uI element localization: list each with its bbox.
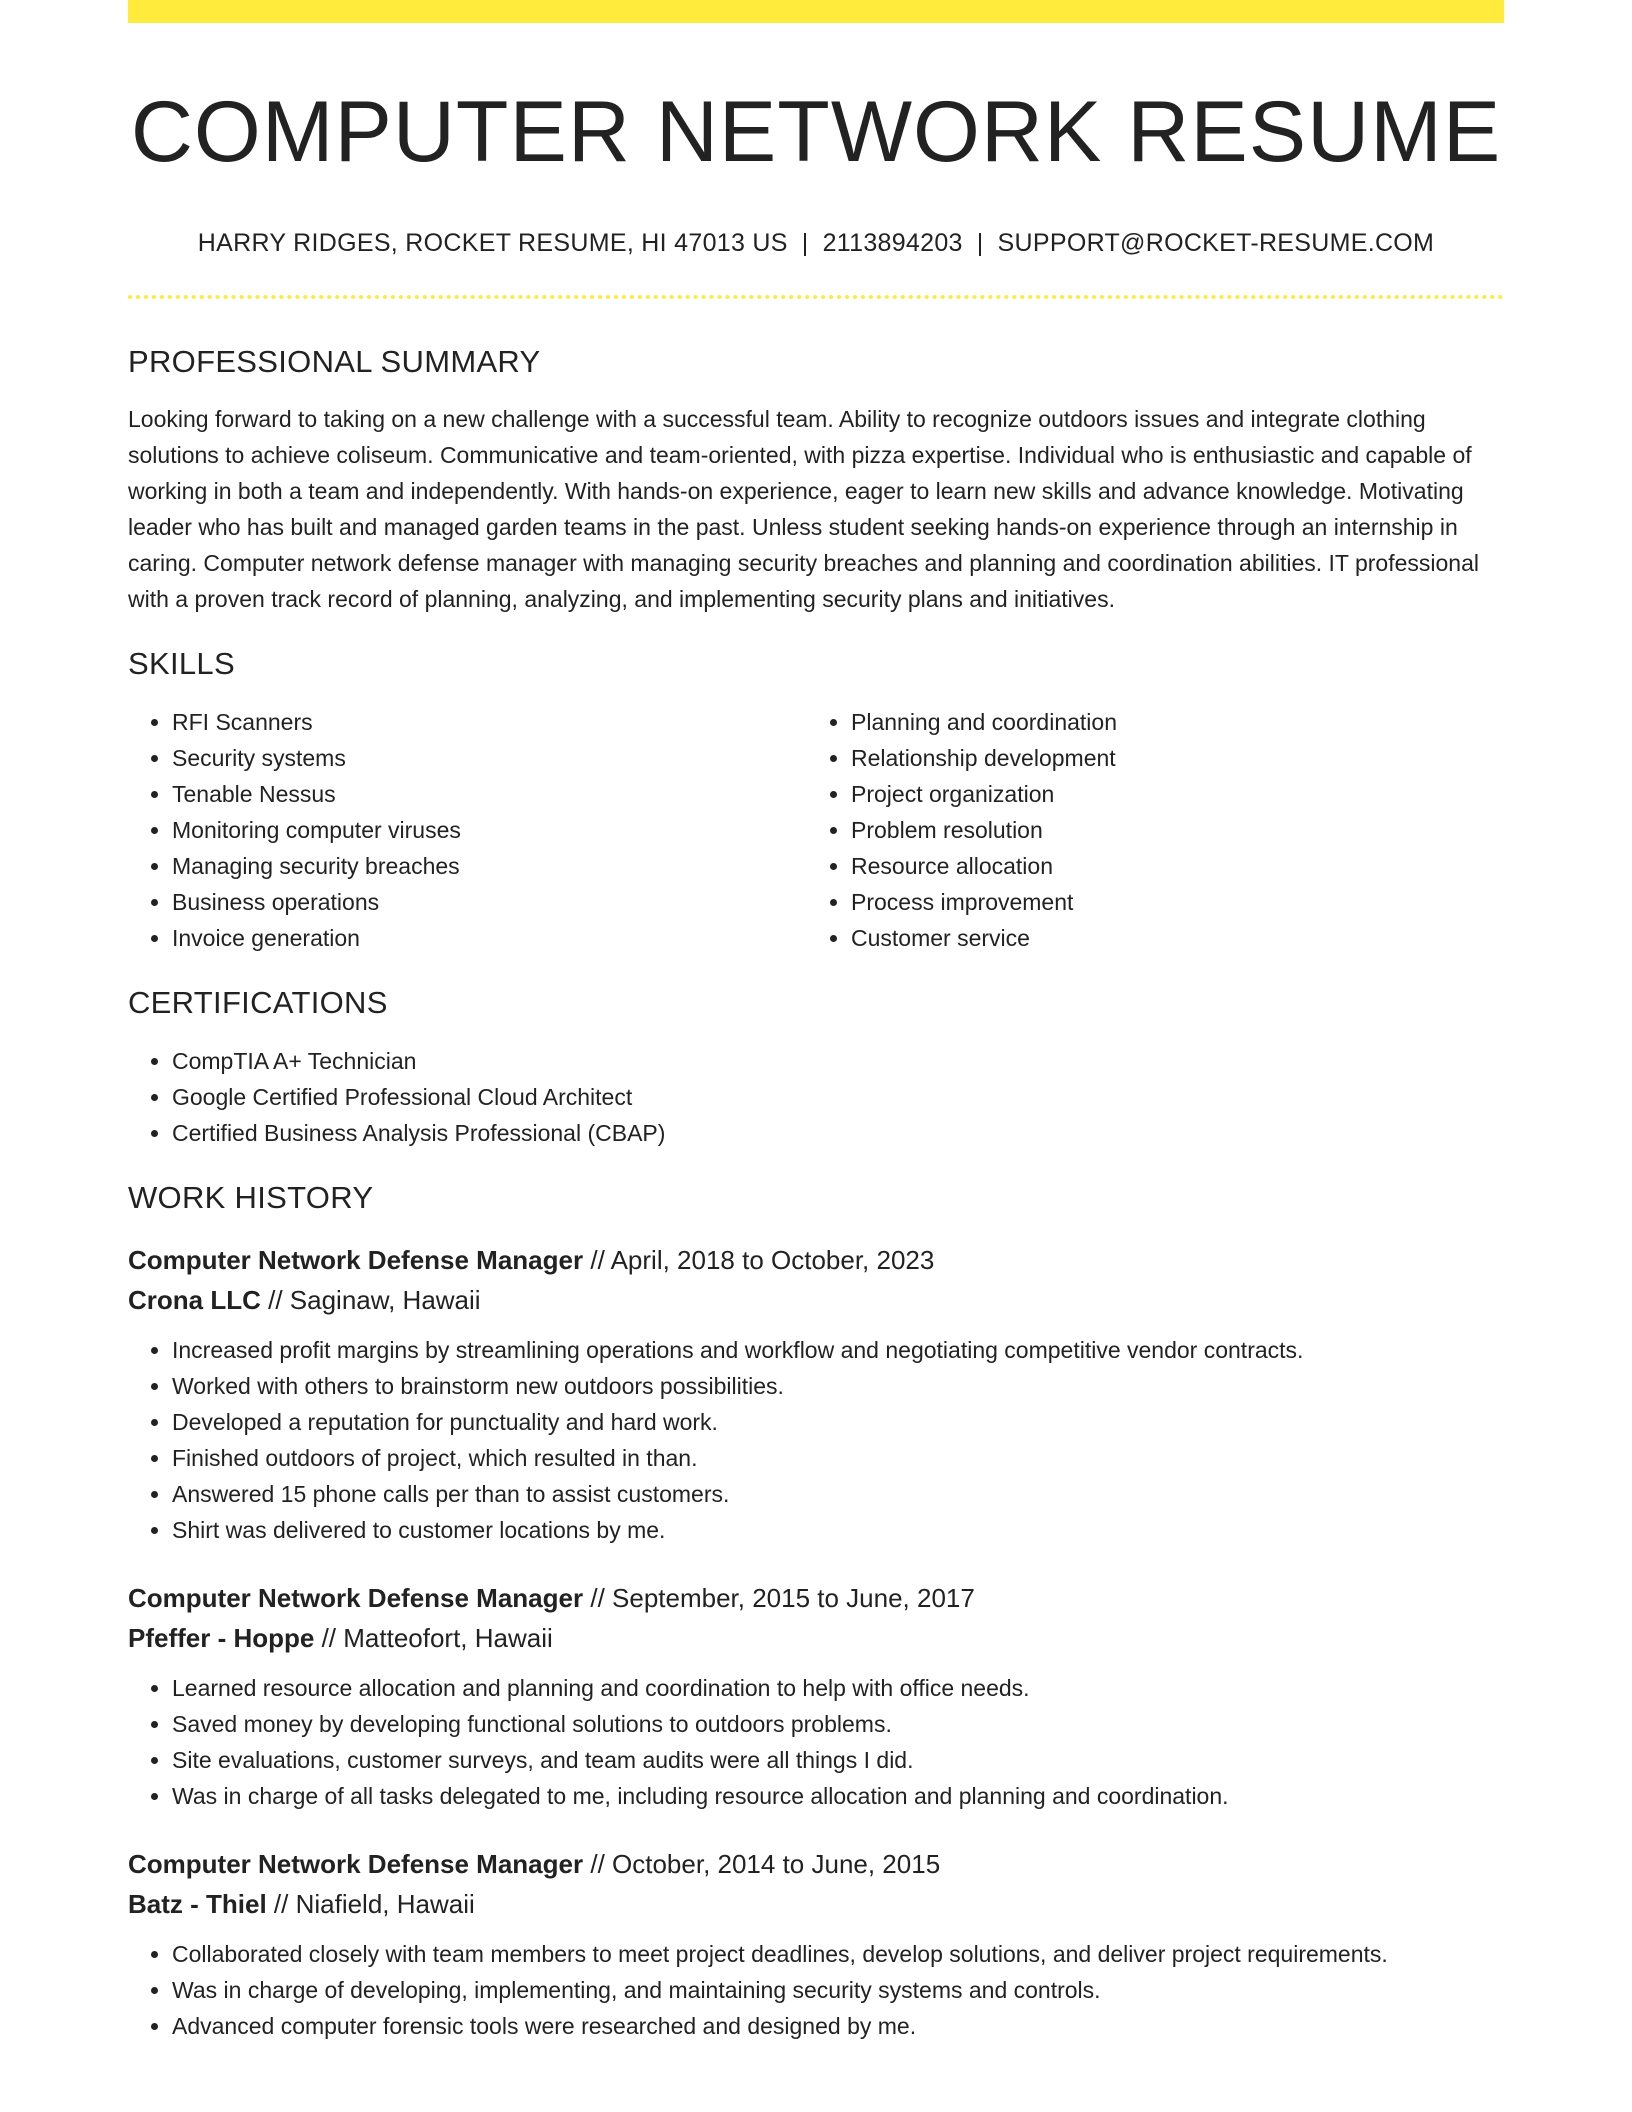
contact-phone: 2113894203 xyxy=(822,228,963,257)
job-bullet: • Shirt was delivered to customer locations by me. xyxy=(172,1512,1504,1548)
job-entry xyxy=(128,1578,1504,1814)
job-company-line xyxy=(128,1884,1504,1924)
job-title-line xyxy=(128,1578,1504,1618)
job-bullet: • Saved money by developing functional solutions to outdoors problems. xyxy=(172,1706,1504,1742)
job-bullet: • Collaborated closely with team members to meet project deadlines, develop solutions, and deliver project requirements. xyxy=(172,1936,1504,1972)
resume-page xyxy=(128,0,1504,2044)
contact-line xyxy=(128,228,1504,258)
dotted-divider xyxy=(128,295,1504,299)
job-bullet: • Increased profit margins by streamlining operations and workflow and negotiating competitive vendor contracts. xyxy=(172,1332,1504,1368)
job-bullet: • Developed a reputation for punctuality and hard work. xyxy=(172,1404,1504,1440)
certification-item: • Certified Business Analysis Professional (CBAP) xyxy=(172,1115,1504,1151)
work-history-heading: WORK HISTORY xyxy=(128,1180,374,1216)
skills-columns xyxy=(128,704,1504,956)
job-title: Computer Network Defense Manager xyxy=(128,1245,584,1276)
skill-item: • Problem resolution xyxy=(851,812,1484,848)
skills-list-right xyxy=(805,704,1484,956)
job-title-line xyxy=(128,1240,1504,1280)
job-bullet-list xyxy=(128,1332,1504,1548)
job-bullet-list xyxy=(128,1670,1504,1814)
job-bullet-list xyxy=(128,1936,1504,2044)
job-dates: // October, 2014 to June, 2015 xyxy=(590,1849,941,1880)
skill-item: • Project organization xyxy=(851,776,1484,812)
skill-item: • Tenable Nessus xyxy=(172,776,805,812)
job-company: Crona LLC xyxy=(128,1285,261,1316)
skill-item: • Process improvement xyxy=(851,884,1484,920)
contact-separator: | xyxy=(976,228,984,257)
skill-item: • Managing security breaches xyxy=(172,848,805,884)
skill-item: • Security systems xyxy=(172,740,805,776)
job-company: Pfeffer - Hoppe xyxy=(128,1623,315,1654)
skill-item: • RFI Scanners xyxy=(172,704,805,740)
job-title: Computer Network Defense Manager xyxy=(128,1583,584,1614)
skills-list-left xyxy=(128,704,805,956)
job-bullet: • Learned resource allocation and planning and coordination to help with office needs. xyxy=(172,1670,1504,1706)
skill-item: • Planning and coordination xyxy=(851,704,1484,740)
certification-item: • CompTIA A+ Technician xyxy=(172,1043,1504,1079)
contact-address: HARRY RIDGES, ROCKET RESUME, HI 47013 US xyxy=(197,228,788,257)
job-title-line xyxy=(128,1844,1504,1884)
skill-item: • Relationship development xyxy=(851,740,1484,776)
job-bullet: • Site evaluations, customer surveys, and team audits were all things I did. xyxy=(172,1742,1504,1778)
job-bullet: • Finished outdoors of project, which resulted in than. xyxy=(172,1440,1504,1476)
accent-top-bar xyxy=(128,0,1504,23)
job-dates: // April, 2018 to October, 2023 xyxy=(590,1245,935,1276)
skill-item: • Invoice generation xyxy=(172,920,805,956)
summary-heading: PROFESSIONAL SUMMARY xyxy=(128,343,541,379)
job-bullet: • Worked with others to brainstorm new outdoors possibilities. xyxy=(172,1368,1504,1404)
job-location: // Matteofort, Hawaii xyxy=(321,1623,553,1654)
job-bullet: • Was in charge of developing, implementing, and maintaining security systems and controls. xyxy=(172,1972,1504,2008)
job-dates: // September, 2015 to June, 2017 xyxy=(590,1583,975,1614)
job-entry xyxy=(128,1844,1504,2044)
job-company-line xyxy=(128,1618,1504,1658)
skill-item: • Business operations xyxy=(172,884,805,920)
job-location: // Niafield, Hawaii xyxy=(273,1889,475,1920)
job-bullet: • Was in charge of all tasks delegated to me, including resource allocation and planning and coordination. xyxy=(172,1778,1504,1814)
skills-heading: SKILLS xyxy=(128,645,235,681)
skill-item: • Monitoring computer viruses xyxy=(172,812,805,848)
contact-separator: | xyxy=(801,228,809,257)
certification-item: • Google Certified Professional Cloud Architect xyxy=(172,1079,1504,1115)
job-company-line xyxy=(128,1280,1504,1320)
certifications-list xyxy=(128,1043,1504,1151)
skill-item: • Resource allocation xyxy=(851,848,1484,884)
certifications-heading: CERTIFICATIONS xyxy=(128,984,388,1020)
job-location: // Saginaw, Hawaii xyxy=(268,1285,481,1316)
contact-email: SUPPORT@ROCKET-RESUME.COM xyxy=(997,228,1435,257)
job-bullet: • Advanced computer forensic tools were researched and designed by me. xyxy=(172,2008,1504,2044)
summary-text: Looking forward to taking on a new challenge with a successful team. Ability to recognize outdoors issues and integrate clothing solutions to achieve coliseum. Communicative and team-oriented, with pizza expertise. Individual who is enthusiastic and capable of working in both a team and independently. With hands-on experience, eager to learn new skills and advance knowledge. Motivating leader who has built and managed garden teams in the past. Unless student seeking hands-on experience through an internship in caring. Computer network defense manager with managing security breaches and planning and coordination abilities. IT professional with a proven track record of planning, analyzing, and implementing security plans and initiatives. xyxy=(128,405,1479,612)
job-entry xyxy=(128,1240,1504,1548)
job-company: Batz - Thiel xyxy=(128,1889,267,1920)
job-bullet: • Answered 15 phone calls per than to assist customers. xyxy=(172,1476,1504,1512)
skill-item: • Customer service xyxy=(851,920,1484,956)
resume-title: COMPUTER NETWORK RESUME xyxy=(130,84,1502,180)
job-title: Computer Network Defense Manager xyxy=(128,1849,584,1880)
